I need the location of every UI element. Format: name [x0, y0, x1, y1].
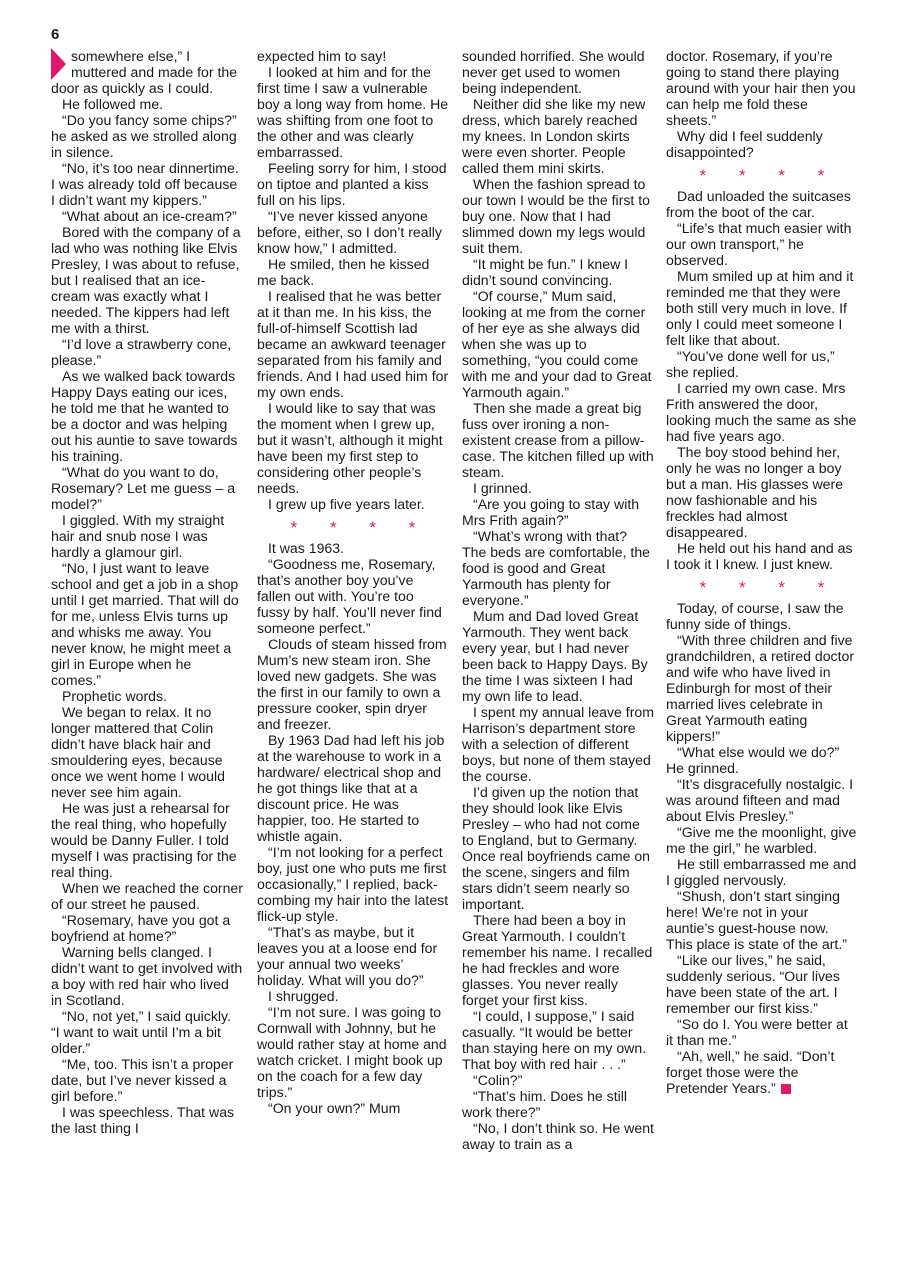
paragraph: “With three children and five grandchildren, a retired doctor and wife who have lived in Edinburgh for most of their married lives celebrate in Great Yarmouth eating kippers!” — [666, 632, 855, 744]
paragraph: Mum smiled up at him and it reminded me that they were both still very much in love. If only I could meet someone I felt like that about. — [666, 268, 854, 348]
paragraph: “So do I. You were better at it than me.” — [666, 1016, 848, 1048]
section-break-stars: * * * * — [699, 166, 839, 185]
final-paragraph — [666, 1048, 858, 1096]
paragraph: Then she made a great big fuss over ironing a non-existent crease from a pillow-case. The kitchen filled up with steam. — [462, 400, 654, 480]
paragraph: “Do you fancy some chips?” he asked as we strolled along in silence. — [51, 112, 237, 160]
paragraph: He was just a rehearsal for the real thing, who hopefully would be Danny Fuller. I told myself I was practising for the real thing. — [51, 800, 237, 880]
paragraph: I’d given up the notion that they should look like Elvis Presley – who had not come to England, but to Germany. Once real boyfriends came on the scene, singers and film stars didn’t seem nearly so important. — [462, 784, 651, 912]
paragraph: “It’s disgracefully nostalgic. I was around fifteen and mad about Elvis Presley.” — [666, 776, 853, 824]
paragraph: “I’ve never kissed anyone before, either, so I don’t really know how,” I admitted. — [257, 208, 442, 256]
paragraph: Bored with the company of a lad who was nothing like Elvis Presley, I was about to refuse, but I realised that an ice-cream was exactly what I needed. The kippers had left me with a thirst. — [51, 224, 241, 336]
paragraph: When the fashion spread to our town I would be the first to buy one. Now that I had slimmed down my legs would suit them. — [462, 176, 651, 256]
paragraph: I grinned. — [473, 480, 532, 496]
paragraph: “It might be fun.” I knew I didn’t sound convincing. — [462, 256, 629, 288]
paragraph: “Of course,” Mum said, looking at me from the corner of her eye as she always did when she was up to something, “you could come with me and your dad to Great Yarmouth again.” — [462, 288, 652, 400]
section-break-stars: * * * * — [290, 518, 430, 537]
paragraph: Feeling sorry for him, I stood on tiptoe and planted a kiss full on his lips. — [257, 160, 447, 208]
paragraph: “No, I just want to leave school and get a job in a shop until I get married. That will do for me, unless Elvis turns up and whisks me away. You never know, he might meet a girl in Europe when he comes.” — [51, 560, 239, 688]
paragraph: He smiled, then he kissed me back. — [257, 256, 430, 288]
paragraph: I would like to say that was the moment when I grew up, but it wasn’t, although it might have been my first step to considering other people’s needs. — [257, 400, 443, 496]
paragraph: Mum and Dad loved Great Yarmouth. They went back every year, but I had never been back to Happy Days. By the time I was sixteen I had my own life to lead. — [462, 608, 648, 704]
paragraph: He still embarrassed me and I giggled nervously. — [666, 856, 857, 888]
paragraph: “No, it’s too near dinnertime. I was already told off because I didn’t want my kippers.” — [51, 160, 239, 208]
paragraph: “What else would we do?” He grinned. — [666, 744, 840, 776]
paragraph: We began to relax. It no longer mattered that Colin didn’t have black hair and smouldering eyes, because once we went home I would never see him again. — [51, 704, 225, 800]
paragraph: “What’s wrong with that? The beds are comfortable, the food is good and Great Yarmouth has plenty for everyone.” — [462, 528, 651, 608]
paragraph: I giggled. With my straight hair and snub nose I was hardly a glamour girl. — [51, 512, 225, 560]
paragraph: I shrugged. — [268, 988, 339, 1004]
paragraph: “Colin?” — [473, 1072, 523, 1088]
page-number: 6 — [51, 26, 60, 43]
paragraph: “No, not yet,” I said quickly. “I want to wait until I’m a bit older.” — [51, 1008, 231, 1056]
paragraph: “On your own?” Mum — [268, 1100, 401, 1116]
paragraph: He held out his hand and as I took it I knew. I just knew. — [666, 540, 853, 572]
section-break-stars: * * * * — [699, 578, 839, 597]
paragraph: Dad unloaded the suitcases from the boot of the car. — [666, 188, 851, 220]
paragraph: “I’m not sure. I was going to Cornwall with Johnny, but he would rather stay at home and watch cricket. I might book up on the coach for a few day trips.” — [257, 1004, 447, 1100]
paragraph: Neither did she like my new dress, which barely reached my knees. In London skirts were even shorter. People called them mini skirts. — [462, 96, 646, 176]
column-1 — [51, 48, 243, 1136]
paragraph: He followed me. — [62, 96, 164, 112]
paragraph: somewhere else,” I muttered and made for the door as quickly as I could. — [51, 48, 238, 96]
paragraph: Why did I feel suddenly disappointed? — [666, 128, 823, 160]
paragraph: “No, I don’t think so. He went away to train as a — [462, 1120, 654, 1152]
paragraph: “What about an ice-cream?” — [62, 208, 237, 224]
paragraph: It was 1963. — [268, 540, 344, 556]
paragraph: I was speechless. That was the last thing I — [51, 1104, 235, 1136]
paragraph: expected him to say! — [257, 48, 387, 64]
column-3 — [462, 48, 654, 1152]
paragraph: As we walked back towards Happy Days eating our ices, he told me that he wanted to be a doctor and was helping out his auntie to save towards his training. — [51, 368, 238, 464]
paragraph: I looked at him and for the first time I saw a vulnerable boy a long way from home. He was shifting from one foot to the other and was clearly embarrassed. — [257, 64, 449, 160]
paragraph: By 1963 Dad had left his job at the warehouse to work in a hardware/ electrical shop and he got things like that at a discount price. He was happier, too. He started to whistle again. — [257, 732, 445, 844]
paragraph: “Are you going to stay with Mrs Frith again?” — [462, 496, 640, 528]
story-continue-marker — [51, 48, 66, 80]
paragraph: I spent my annual leave from Harrison’s department store with a selection of different boys, but none of them stayed the course. — [462, 704, 654, 784]
paragraph: I realised that he was better at it than me. In his kiss, the full-of-himself Scottish lad became an awkward teenager separated from his family and friends. And I had used him for my own ends. — [257, 288, 449, 400]
paragraph: “Life’s that much easier with our own transport,” he observed. — [666, 220, 852, 268]
paragraph: “Shush, don’t start singing here! We’re not in your auntie’s guest-house now. This place is state of the art.” — [666, 888, 847, 952]
paragraph: “Goodness me, Rosemary, that’s another boy you’ve fallen out with. You’re too fussy by half. You’ll never find someone perfect.” — [257, 556, 442, 636]
paragraph: “That’s him. Does he still work there?” — [462, 1088, 628, 1120]
end-of-story-square — [781, 1084, 791, 1094]
paragraph: Today, of course, I saw the funny side of things. — [666, 600, 844, 632]
paragraph: I grew up five years later. — [268, 496, 425, 512]
paragraph: “Me, too. This isn’t a proper date, but I’ve never kissed a girl before.” — [51, 1056, 234, 1104]
paragraph: “What do you want to do, Rosemary? Let me guess – a model?” — [51, 464, 236, 512]
paragraph: “I’m not looking for a perfect boy, just one who puts me first occasionally,” I replied, back-combing my hair into the latest flick-up style. — [257, 844, 449, 924]
paragraph-text: “Ah, well,” he said. “Don’t forget those were the Pretender Years.” — [666, 1048, 835, 1096]
paragraph: “Give me the moonlight, give me the girl,” he warbled. — [666, 824, 857, 856]
paragraph: Clouds of steam hissed from Mum’s new steam iron. She loved new gadgets. She was the first in our family to own a pressure cooker, spin dryer and freezer. — [257, 636, 447, 732]
column-4 — [666, 48, 858, 1096]
paragraph: “You’ve done well for us,” she replied. — [666, 348, 835, 380]
column-2 — [257, 48, 449, 1116]
paragraph: doctor. Rosemary, if you’re going to stand there playing around with your hair then you can help me fold these sheets.” — [666, 48, 856, 128]
paragraph: “I could, I suppose,” I said casually. “It would be better than staying here on my own. That boy with red hair . . .” — [462, 1008, 647, 1072]
paragraph: “That’s as maybe, but it leaves you at a loose end for your annual two weeks’ holiday. What will you do?” — [257, 924, 438, 988]
paragraph: The boy stood behind her, only he was no longer a boy but a man. His glasses were now fashionable and his freckles had almost disappeared. — [666, 444, 844, 540]
paragraph: There had been a boy in Great Yarmouth. I couldn’t remember his name. I recalled he had freckles and wore glasses. You never really forget your first kiss. — [462, 912, 653, 1008]
paragraph: I carried my own case. Mrs Frith answered the door, looking much the same as she had five years ago. — [666, 380, 857, 444]
paragraph: Prophetic words. — [62, 688, 167, 704]
paragraph: “Like our lives,” he said, suddenly serious. “Our lives have been state of the art. I remember our first kiss.” — [666, 952, 840, 1016]
paragraph: Warning bells clanged. I didn’t want to get involved with a boy with red hair who lived in Scotland. — [51, 944, 243, 1008]
paragraph: “Rosemary, have you got a boyfriend at home?” — [51, 912, 231, 944]
paragraph: sounded horrified. She would never get used to women being independent. — [462, 48, 645, 96]
paragraph: When we reached the corner of our street he paused. — [51, 880, 243, 912]
paragraph: “I’d love a strawberry cone, please.” — [51, 336, 232, 368]
